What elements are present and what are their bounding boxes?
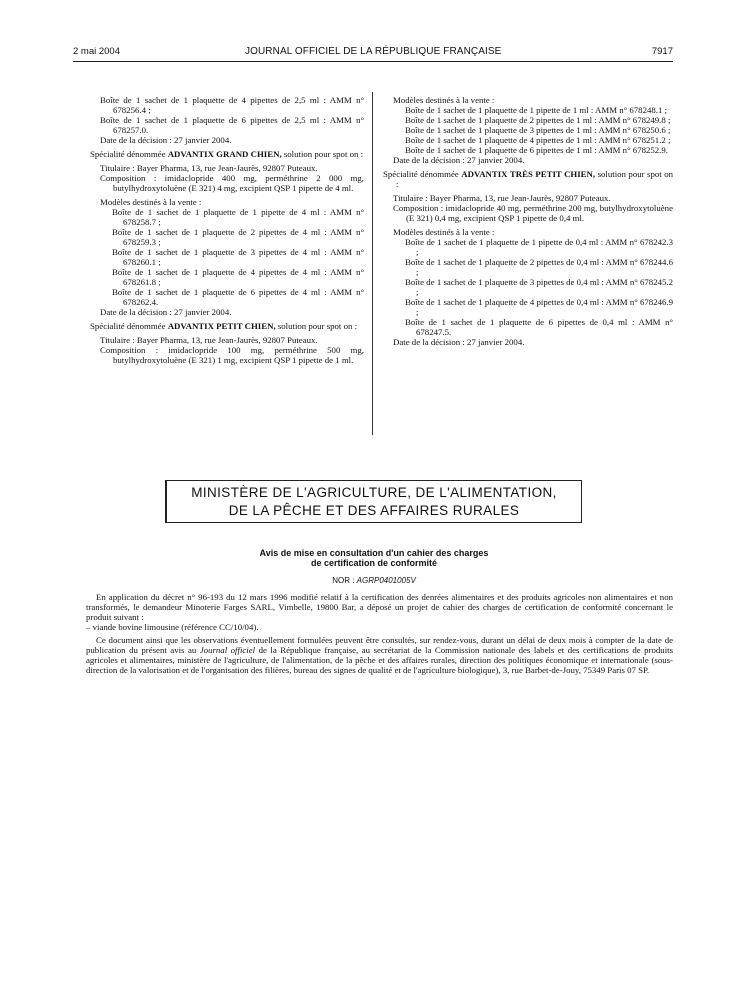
page-header	[73, 46, 673, 62]
body-paragraph-1: En application du décret n° 96-193 du 12 mars 1996 modifié relatif à la certification des denrées alimentaires et des produits agricoles non alimentaires et non transformés, le demandeur Minoterie Farges SARL, Vimbelle, 19800 Bar, a déposé un projet de cahier des charges de certification de conformité concernant le produit suivant :	[86, 592, 673, 622]
text-line: Boîte de 1 sachet de 1 plaquette de 2 pipettes de 1 ml : AMM n° 678249.8 ;	[405, 115, 671, 125]
header-title: JOURNAL OFFICIEL DE LA RÉPUBLIQUE FRANÇAISE	[245, 46, 502, 57]
text-line: Boîte de 1 sachet de 1 plaquette de 6 pipettes de 1 ml : AMM n° 678252.9.	[405, 145, 668, 155]
header-rule	[73, 61, 673, 62]
text-line: Boîte de 1 sachet de 1 plaquette de 4 pipettes de 4 ml : AMM n° 678261.8 ;	[112, 267, 364, 287]
text-line: Boîte de 1 sachet de 1 plaquette de 3 pipettes de 1 ml : AMM n° 678250.6 ;	[405, 125, 671, 135]
body-list-item: – viande bovine limousine (référence CC/10/04).	[86, 622, 259, 632]
text-line: Modèles destinés à la vente :	[393, 227, 495, 237]
text-line: Composition : imidaclopride 100 mg, perméthrine 500 mg, butylhydroxytoluène (E 321) 1 mg, excipient QSP 1 pipette de 1 ml.	[100, 345, 364, 365]
ministry-heading-box	[165, 480, 582, 523]
text-line: Composition : imidaclopride 400 mg, perméthrine 2 000 mg, butylhydroxytoluène (E 321) 4 mg, excipient QSP 1 pipette de 4 ml.	[100, 173, 364, 193]
text-line: Boîte de 1 sachet de 1 plaquette de 4 pipettes de 0,4 ml : AMM n° 678246.9 ;	[405, 297, 673, 317]
text-line: Boîte de 1 sachet de 1 plaquette de 3 pipettes de 4 ml : AMM n° 678260.1 ;	[112, 247, 364, 267]
nor-label: NOR :	[332, 576, 355, 585]
text-line: Boîte de 1 sachet de 1 plaquette de 3 pipettes de 0,4 ml : AMM n° 678245.2 ;	[405, 277, 673, 297]
text-line: Boîte de 1 sachet de 1 plaquette de 4 pipettes de 2,5 ml : AMM n° 678256.4 ;	[100, 95, 364, 115]
body-paragraph-2-end: de la République française, au secrétariat de la Commission nationale des labels et des certifications de produits agricoles et alimentaires, ministère de l'agriculture, de l'alimentation, de la pêche et des affaires rurales, direction des politiques économique et internationale (sous-direction de la valorisation et de l'organisation des filières, bureau des signes de qualité et de l'agriculture biologique), 3, rue Barbet-de-Jouy, 75349 Paris 07 SP.	[86, 645, 674, 675]
text-line: Boîte de 1 sachet de 1 plaquette de 1 pipette de 4 ml : AMM n° 678258.7 ;	[112, 207, 364, 227]
ministry-heading-line1: MINISTÈRE DE L'AGRICULTURE, DE L'ALIMENTATION,	[191, 485, 557, 500]
page-number: 7917	[651, 46, 673, 57]
notice-title-line1: Avis de mise en consultation d'un cahier des charges	[259, 548, 489, 558]
product-name: ADVANTIX TRÈS PETIT CHIEN,	[461, 169, 596, 179]
product-name: ADVANTIX GRAND CHIEN,	[167, 149, 282, 159]
nor-reference	[0, 576, 748, 585]
text-line: Boîte de 1 sachet de 1 plaquette de 6 pipettes de 4 ml : AMM n° 678262.4.	[112, 287, 364, 307]
left-column	[90, 95, 364, 365]
body-paragraph-2-start: Ce document ainsi que les observations éventuellement formulées peuvent être consultés, sur rendez-vous, durant un délai de deux mois à compter de la date de publication du présent avis au	[86, 635, 673, 655]
text-line: Modèles destinés à la vente :	[393, 95, 495, 105]
column-divider	[372, 92, 373, 435]
text-line: Boîte de 1 sachet de 1 plaquette de 4 pipettes de 1 ml : AMM n° 678251.2 ;	[405, 135, 671, 145]
right-column	[383, 95, 673, 347]
text-line: Date de la décision : 27 janvier 2004.	[393, 155, 525, 165]
text-line: Boîte de 1 sachet de 1 plaquette de 1 pipette de 0,4 ml : AMM n° 678242.3 ;	[405, 237, 673, 257]
text-line: Boîte de 1 sachet de 1 plaquette de 2 pipettes de 0,4 ml : AMM n° 678244.6 ;	[405, 257, 673, 277]
text-line: Boîte de 1 sachet de 1 plaquette de 1 pipette de 1 ml : AMM n° 678248.1 ;	[405, 105, 667, 115]
text-line: Date de la décision : 27 janvier 2004.	[393, 337, 525, 347]
text-line: Composition : imidaclopride 40 mg, perméthrine 200 mg, butylhydroxytoluène (E 321) 0,4 mg, excipient QSP 1 pipette de 0,4 ml.	[393, 203, 673, 223]
text-line: Spécialité dénommée ADVANTIX TRÈS PETIT CHIEN, solution pour spot on :	[383, 169, 673, 189]
text-line: Date de la décision : 27 janvier 2004.	[100, 135, 232, 145]
product-name: ADVANTIX PETIT CHIEN,	[167, 321, 276, 331]
body-paragraph-2	[86, 635, 673, 675]
text-line: Spécialité dénommée ADVANTIX GRAND CHIEN, solution pour spot on :	[90, 149, 364, 159]
text-line: Spécialité dénommée ADVANTIX PETIT CHIEN, solution pour spot on :	[90, 321, 358, 331]
text-line: Boîte de 1 sachet de 1 plaquette de 6 pipettes de 0,4 ml : AMM n° 678247.5.	[405, 317, 673, 337]
text-line: Boîte de 1 sachet de 1 plaquette de 2 pipettes de 4 ml : AMM n° 678259.3 ;	[112, 227, 364, 247]
notice-title-line2: de certification de conformité	[310, 558, 438, 568]
nor-value: AGRP0401005V	[356, 576, 416, 585]
text-line: Titulaire : Bayer Pharma, 13, rue Jean-Jaurès, 92807 Puteaux.	[100, 163, 318, 173]
header-date: 2 mai 2004	[73, 46, 121, 57]
text-line: Date de la décision : 27 janvier 2004.	[100, 307, 232, 317]
text-line: Titulaire : Bayer Pharma, 13, rue Jean-Jaurès, 92807 Puteaux.	[100, 335, 318, 345]
text-line: Boîte de 1 sachet de 1 plaquette de 6 pipettes de 2,5 ml : AMM n° 678257.0.	[100, 115, 364, 135]
ministry-heading-line2: DE LA PÊCHE ET DES AFFAIRES RURALES	[228, 503, 520, 518]
text-line: Modèles destinés à la vente :	[100, 197, 202, 207]
journal-officiel-italic: Journal officiel	[199, 645, 256, 655]
text-line: Titulaire : Bayer Pharma, 13, rue Jean-Jaurès, 92807 Puteaux.	[393, 193, 611, 203]
